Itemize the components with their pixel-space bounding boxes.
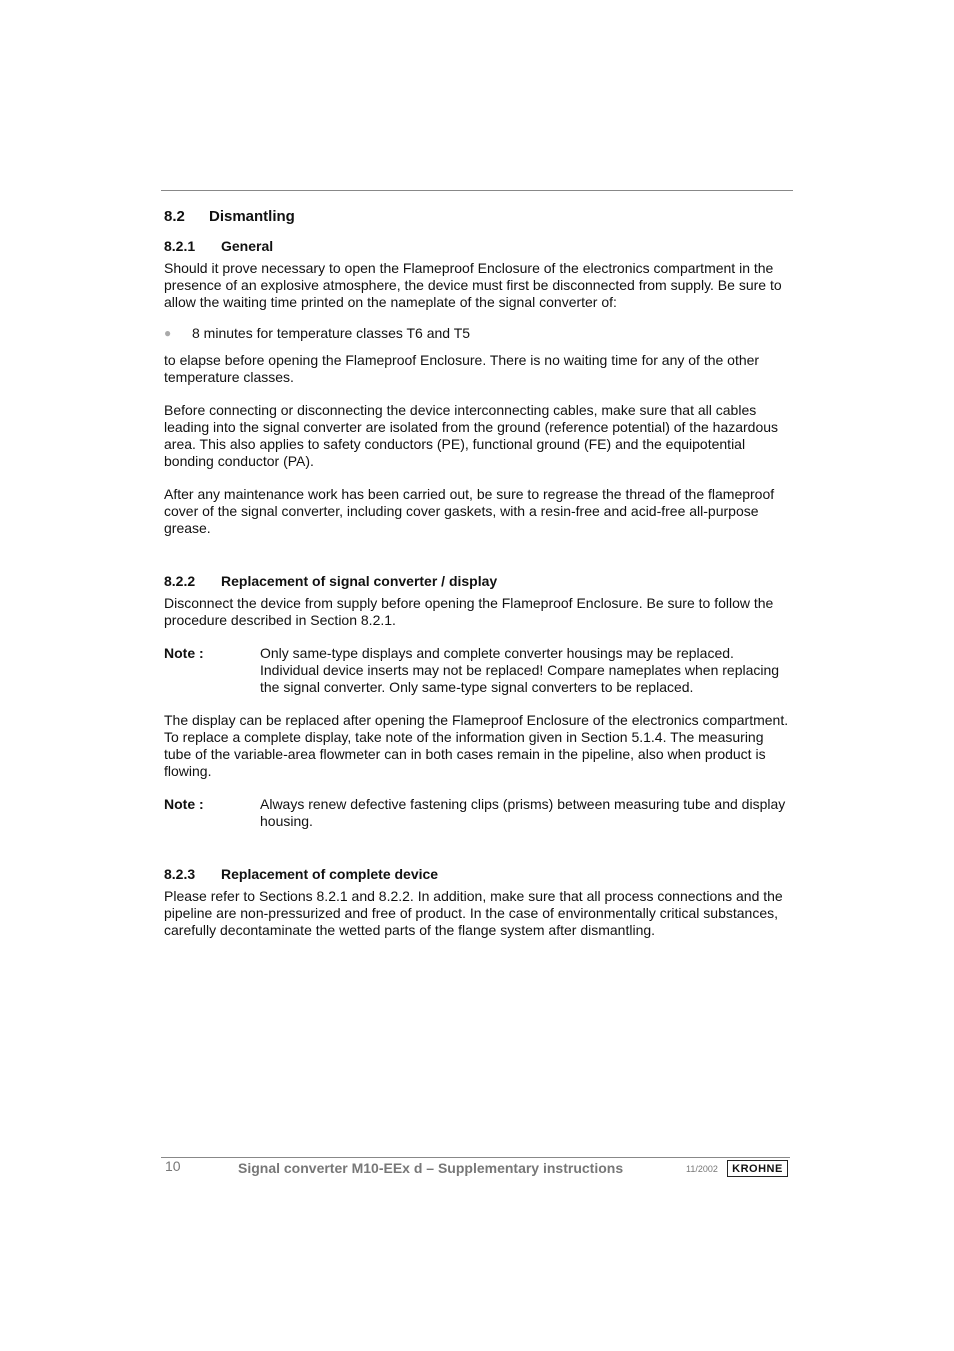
subsection-heading-replacement-device [164, 866, 794, 883]
bullet-text: 8 minutes for temperature classes T6 and T5 [192, 325, 471, 341]
section-number: 8.2 [164, 208, 185, 225]
subsection-number: 8.2.2 [164, 573, 196, 589]
paragraph: Should it prove necessary to open the Flameproof Enclosure of the electronics compartment in the presence of an explosive atmosphere, the device must first be disconnected from supply. Be sure to allow the waiting time printed on the nameplate of the signal converter of: [164, 260, 782, 310]
subsection-title: Replacement of complete device [221, 866, 439, 882]
section-title: Dismantling [209, 208, 295, 225]
header-rule [161, 190, 793, 191]
note-block [164, 796, 794, 830]
logo-text: KROHNE [732, 1162, 783, 1175]
subsection-number: 8.2.1 [164, 238, 196, 254]
paragraph: After any maintenance work has been carried out, be sure to regrease the thread of the flameproof cover of the signal converter, including cover gaskets, with a resin-free and acid-free all-purpose grease. [164, 486, 775, 536]
paragraph: The display can be replaced after opening the Flameproof Enclosure of the electronics compartment. To replace a complete display, take note of the information given in Section 5.1.4. The measuring tube of the variable-area flowmeter can in both cases remain in the pipeline, also when product is flowing. [164, 712, 789, 779]
footer-rule [161, 1157, 790, 1158]
section-heading [164, 208, 794, 225]
note-label: Note : [164, 796, 204, 812]
footer-title: Signal converter M10-EEx d – Supplementary instructions [238, 1160, 624, 1176]
bullet-item [164, 325, 794, 342]
note-block [164, 645, 794, 696]
note-text: Only same-type displays and complete converter housings may be replaced. Individual device inserts may not be replaced! Compare nameplates when replacing the signal converter. Only same-type signal converters to be replaced. [260, 645, 780, 695]
paragraph: Disconnect the device from supply before opening the Flameproof Enclosure. Be sure to follow the procedure described in Section 8.2.1. [164, 595, 774, 628]
note-text: Always renew defective fastening clips (prisms) between measuring tube and display housing. [260, 796, 786, 829]
paragraph: Before connecting or disconnecting the device interconnecting cables, make sure that all cables leading into the signal converter are isolated from the ground (reference potential) of the hazardous area. This also applies to safety conductors (PE), functional ground (FE) and the equipotential bonding conductor (PA). [164, 402, 779, 469]
footer-date: 11/2002 [686, 1164, 718, 1174]
page-number: 10 [165, 1158, 181, 1174]
paragraph: to elapse before opening the Flameproof Enclosure. There is no waiting time for any of the other temperature classes. [164, 352, 760, 385]
subsection-heading-general [164, 238, 794, 255]
paragraph: Please refer to Sections 8.2.1 and 8.2.2. In addition, make sure that all process connections and the pipeline are non-pressurized and free of product. In the case of environmentally critical substances, carefully decontaminate the wetted parts of the flange system after dismantling. [164, 888, 783, 938]
subsection-title: Replacement of signal converter / display [221, 573, 498, 589]
subsection-heading-replacement-display [164, 573, 794, 590]
note-label: Note : [164, 645, 204, 661]
krohne-logo [727, 1160, 788, 1177]
subsection-title: General [221, 238, 274, 254]
bullet-icon: ● [164, 326, 172, 340]
subsection-number: 8.2.3 [164, 866, 196, 882]
document-body [164, 208, 794, 939]
